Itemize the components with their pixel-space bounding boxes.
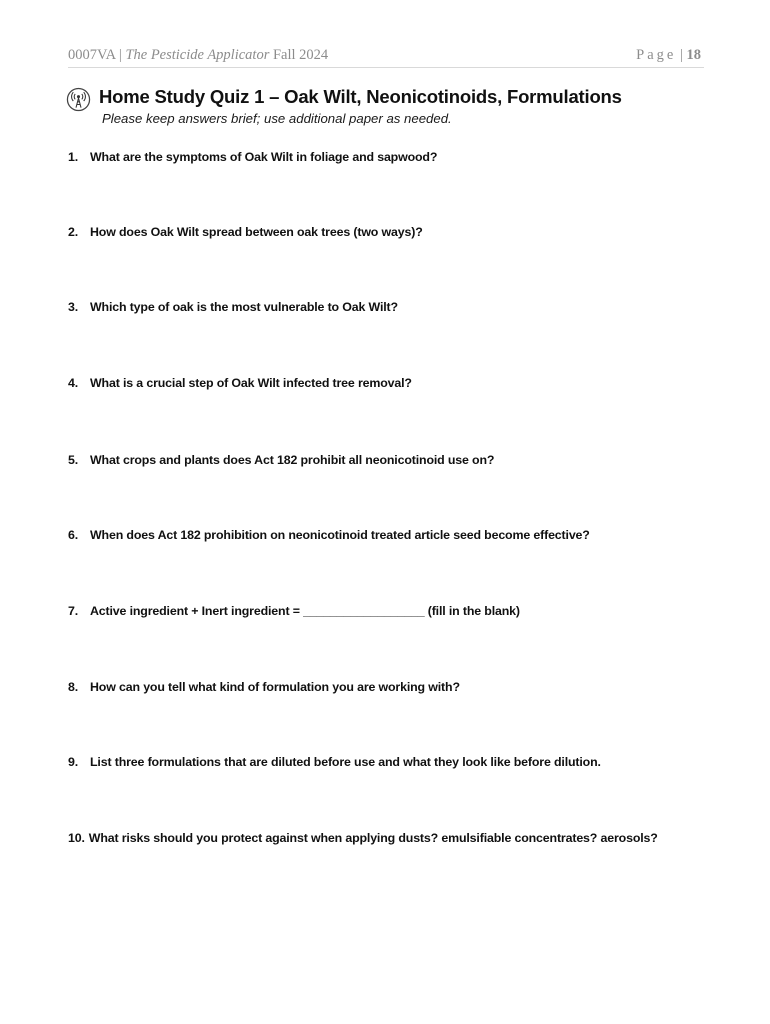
header-code: 0007VA |: [68, 47, 126, 63]
question-text: Which type of oak is the most vulnerable to Oak Wilt?: [90, 300, 398, 314]
question-number: 9.: [68, 755, 79, 769]
question-text: What are the symptoms of Oak Wilt in foliage and sapwood?: [90, 150, 438, 164]
quiz-title: Home Study Quiz 1 – Oak Wilt, Neonicotinoids, Formulations: [99, 86, 622, 107]
header-season: Fall 2024: [269, 47, 329, 63]
question-number: 1.: [68, 150, 79, 164]
antenna-broadcast-icon: [66, 87, 91, 112]
question-text: What risks should you protect against when applying dusts? emulsifiable concentrates? aerosols?: [88, 831, 658, 845]
question-3: [68, 300, 398, 314]
header-publication-name: The Pesticide Applicator: [125, 47, 270, 63]
question-10: [68, 831, 658, 845]
quiz-instructions: Please keep answers brief; use additional paper as needed.: [102, 111, 452, 126]
question-text: How can you tell what kind of formulation you are working with?: [90, 680, 460, 694]
header-page-number: 18: [686, 47, 701, 63]
question-number: 4.: [68, 376, 79, 390]
question-text: What crops and plants does Act 182 prohibit all neonicotinoid use on?: [90, 453, 495, 467]
question-text: List three formulations that are diluted before use and what they look like before dilution.: [90, 755, 601, 769]
question-number: 7.: [68, 604, 79, 618]
question-number: 3.: [68, 300, 79, 314]
question-4: [68, 376, 412, 390]
question-9: [68, 755, 601, 769]
question-number: 2.: [68, 225, 79, 239]
question-2: [68, 225, 423, 239]
question-text: How does Oak Wilt spread between oak trees (two ways)?: [90, 225, 423, 239]
question-number: 8.: [68, 680, 79, 694]
header-publication-line: [68, 47, 328, 64]
question-6: [68, 528, 590, 542]
question-5: [68, 453, 494, 467]
page-header: [68, 46, 704, 68]
question-1: [68, 150, 437, 164]
question-number: 10.: [68, 831, 85, 845]
question-8: [68, 680, 460, 694]
question-text: Active ingredient + Inert ingredient = __________________ (fill in the blank): [90, 604, 520, 618]
question-text: When does Act 182 prohibition on neonicotinoid treated article seed become effective?: [90, 528, 590, 542]
question-number: 5.: [68, 453, 79, 467]
question-7: [68, 604, 520, 618]
header-page-word: Page: [636, 47, 677, 63]
header-separator: |: [676, 47, 687, 63]
header-page-indicator: [636, 47, 701, 64]
question-text: What is a crucial step of Oak Wilt infected tree removal?: [90, 376, 412, 390]
question-number: 6.: [68, 528, 79, 542]
